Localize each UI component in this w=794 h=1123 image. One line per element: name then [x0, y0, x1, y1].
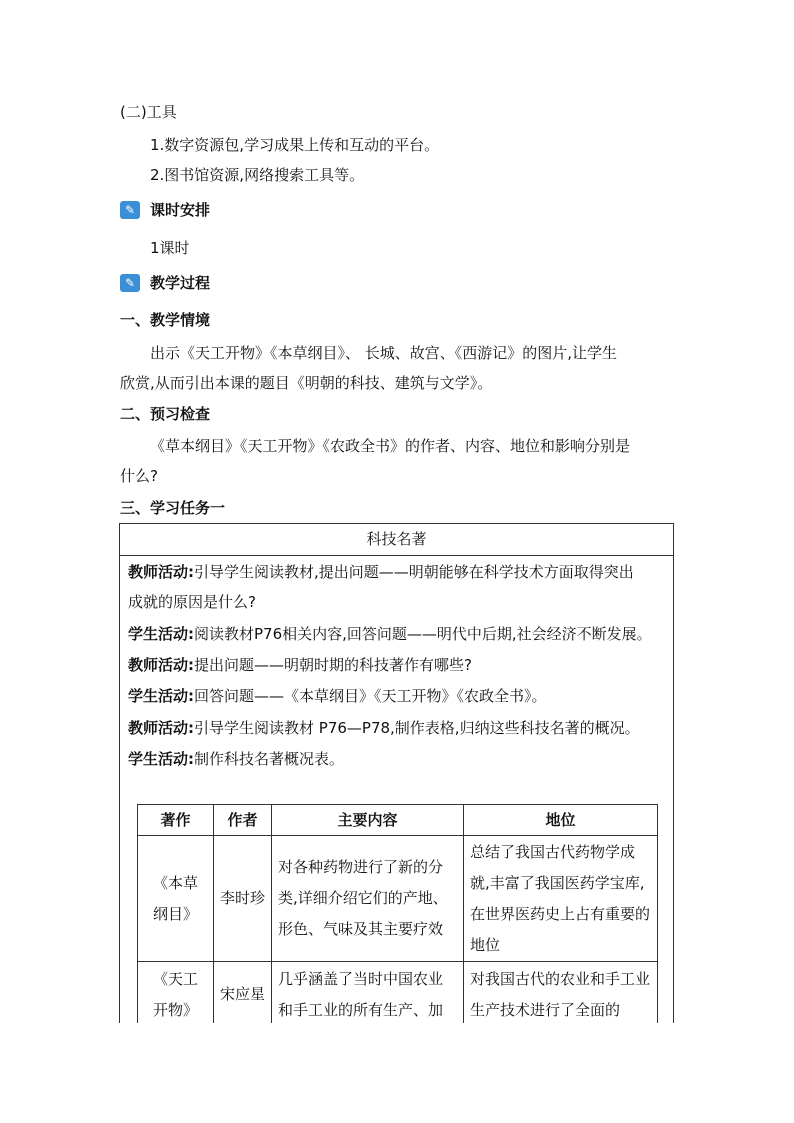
tools-item-1: 1.数字资源包,学习成果上传和互动的平台。 — [150, 136, 440, 154]
activity-row — [128, 748, 673, 770]
activity-row — [128, 591, 673, 613]
activity-role: 教师活动: — [128, 719, 194, 737]
cell-status: 对我国古代的农业和手工业生产技术进行了全面的 — [464, 962, 658, 1024]
table-row — [138, 836, 658, 962]
works-table-header-row — [138, 805, 658, 836]
activity-text: 引导学生阅读教材 P76—P78,制作表格,归纳这些科技名著的概况。 — [194, 719, 640, 737]
task-table — [119, 523, 674, 1023]
activity-row — [128, 717, 673, 739]
book-icon: ✎ — [120, 274, 140, 292]
header-work: 著作 — [138, 805, 214, 836]
works-table — [137, 804, 658, 1023]
section1-paragraph-line1: 出示《天工开物》《本草纲目》、 长城、故宫、《西游记》的图片,让学生 — [150, 344, 618, 362]
activity-text: 阅读教材P76相关内容,回答问题——明代中后期,社会经济不断发展。 — [194, 625, 652, 643]
cell-work: 《本草纲目》 — [138, 836, 214, 962]
cell-work: 《天工开物》 — [138, 962, 214, 1024]
schedule-value: 1课时 — [150, 239, 190, 257]
activity-role: 学生活动: — [128, 750, 194, 768]
cell-author: 李时珍 — [214, 836, 272, 962]
section1-title: 一、教学情境 — [120, 311, 211, 329]
section2-title: 二、预习检查 — [120, 405, 211, 423]
header-content: 主要内容 — [272, 805, 464, 836]
activity-text: 提出问题——明朝时期的科技著作有哪些? — [194, 656, 472, 674]
task-table-header: 科技名著 — [120, 524, 673, 556]
cell-content: 几乎涵盖了当时中国农业和手工业的所有生产、加 — [272, 962, 464, 1024]
activity-row — [128, 561, 673, 583]
cell-content: 对各种药物进行了新的分类,详细介绍它们的产地、形色、气味及其主要疗效 — [272, 836, 464, 962]
book-icon: ✎ — [120, 201, 140, 219]
activity-role: 教师活动: — [128, 563, 194, 581]
activity-role: 学生活动: — [128, 625, 194, 643]
header-author: 作者 — [214, 805, 272, 836]
tools-heading: (二)工具 — [120, 103, 177, 121]
activity-text: 引导学生阅读教材,提出问题——明朝能够在科学技术方面取得突出 — [194, 563, 634, 581]
activity-row — [128, 623, 673, 645]
cell-status: 总结了我国古代药物学成就,丰富了我国医药学宝库,在世界医药史上占有重要的地位 — [464, 836, 658, 962]
tools-item-2: 2.图书馆资源,网络搜索工具等。 — [150, 166, 365, 184]
activity-row — [128, 654, 673, 676]
header-status: 地位 — [464, 805, 658, 836]
activity-role: 学生活动: — [128, 687, 194, 705]
section3-title: 三、学习任务一 — [120, 499, 226, 517]
section2-paragraph-line1: 《草本纲目》《天工开物》《农政全书》的作者、内容、地位和影响分别是 — [150, 437, 631, 455]
activity-text: 回答问题——《本草纲目》《天工开物》《农政全书》。 — [194, 687, 547, 705]
activity-row — [128, 685, 673, 707]
section2-paragraph-line2: 什么? — [120, 467, 158, 485]
schedule-title: 课时安排 — [150, 201, 211, 219]
process-title: 教学过程 — [150, 274, 211, 292]
section1-paragraph-line2: 欣赏,从而引出本课的题目《明朝的科技、建筑与文学》。 — [120, 374, 493, 392]
table-row — [138, 962, 658, 1024]
activity-text: 成就的原因是什么? — [128, 593, 256, 611]
activity-text: 制作科技名著概况表。 — [194, 750, 345, 768]
cell-author: 宋应星 — [214, 962, 272, 1024]
activity-role: 教师活动: — [128, 656, 194, 674]
